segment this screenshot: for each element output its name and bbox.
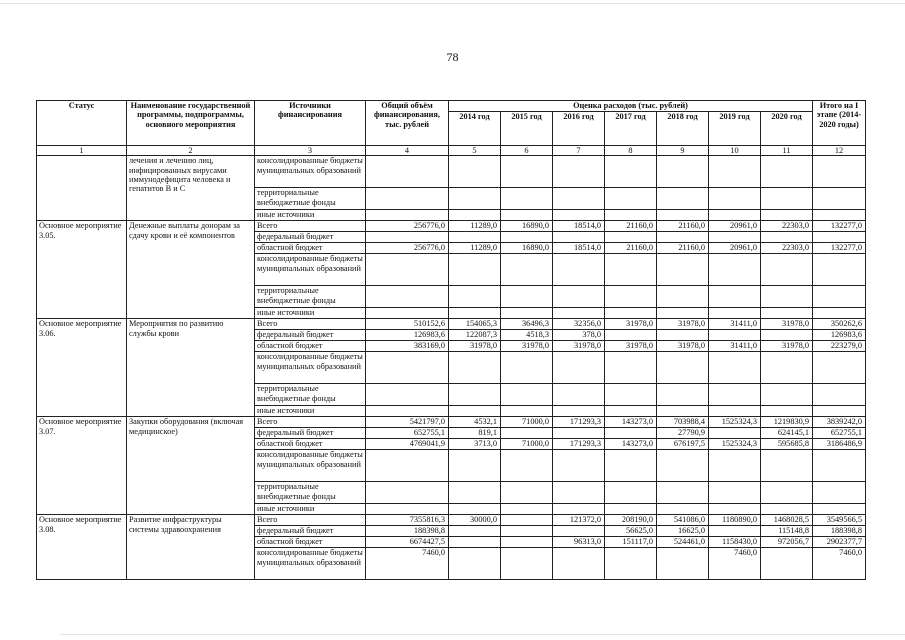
year-2018-cell: 31978,0 (657, 319, 709, 330)
result-cell: 350262,6 (813, 319, 866, 330)
year-2018-cell (657, 308, 709, 319)
total-cell (366, 406, 449, 417)
result-cell (813, 504, 866, 515)
year-2017-cell (605, 384, 657, 406)
result-cell (813, 188, 866, 210)
year-2017-cell (605, 352, 657, 384)
year-2020-cell: 972056,7 (761, 537, 813, 548)
column-number: 1 (37, 146, 127, 156)
year-2019-cell: 7460,0 (709, 548, 761, 580)
year-2020-cell: 22303,0 (761, 243, 813, 254)
funding-source-cell: федеральный бюджет (255, 330, 366, 341)
year-2020-cell (761, 330, 813, 341)
scan-border-top (0, 3, 905, 4)
column-number: 8 (605, 146, 657, 156)
year-2020-cell (761, 482, 813, 504)
year-2019-cell (709, 254, 761, 286)
result-cell: 188398,8 (813, 526, 866, 537)
result-cell: 132277,0 (813, 243, 866, 254)
status-cell: Основное мероприятие 3.06. (37, 319, 127, 417)
column-number: 6 (501, 146, 553, 156)
year-2016-cell (553, 504, 605, 515)
year-2017-cell (605, 482, 657, 504)
year-2019-cell (709, 286, 761, 308)
year-2017-cell (605, 210, 657, 221)
total-cell: 383169,0 (366, 341, 449, 352)
result-cell: 652755,1 (813, 428, 866, 439)
year-2018-cell (657, 450, 709, 482)
result-cell (813, 406, 866, 417)
year-2014-cell (449, 232, 501, 243)
year-2015-cell: 16890,0 (501, 243, 553, 254)
program-name-cell: лечения и лечению лиц, инфицированных вирусами иммунодефицита человека и гепатитов B и C (127, 156, 255, 221)
result-cell (813, 156, 866, 188)
table-row (37, 319, 866, 330)
total-cell (366, 188, 449, 210)
year-2015-cell (501, 537, 553, 548)
year-2019-cell: 31411,0 (709, 319, 761, 330)
result-cell: 126983,6 (813, 330, 866, 341)
year-2014-cell: 122087,3 (449, 330, 501, 341)
program-name-cell: Закупки оборудования (включая медицинское) (127, 417, 255, 515)
result-cell: 7460,0 (813, 548, 866, 580)
year-2019-cell (709, 156, 761, 188)
year-2016-cell: 18514,0 (553, 243, 605, 254)
year-2016-cell: 171293,3 (553, 417, 605, 428)
scan-border-bottom (60, 634, 905, 635)
year-2014-cell (449, 537, 501, 548)
year-2015-cell (501, 504, 553, 515)
year-2018-cell (657, 352, 709, 384)
year-2018-cell (657, 406, 709, 417)
header-year-2019: 2019 год (709, 112, 761, 146)
year-2015-cell: 31978,0 (501, 341, 553, 352)
year-2019-cell: 1180890,0 (709, 515, 761, 526)
year-2015-cell: 36496,3 (501, 319, 553, 330)
year-2015-cell (501, 406, 553, 417)
total-cell (366, 504, 449, 515)
funding-source-cell: иные источники (255, 308, 366, 319)
year-2019-cell (709, 232, 761, 243)
year-2020-cell (761, 504, 813, 515)
year-2015-cell (501, 188, 553, 210)
funding-source-cell: Всего (255, 319, 366, 330)
year-2016-cell (553, 450, 605, 482)
year-2017-cell: 21160,0 (605, 221, 657, 232)
column-number: 9 (657, 146, 709, 156)
year-2018-cell (657, 254, 709, 286)
result-cell (813, 308, 866, 319)
total-cell: 256776,0 (366, 243, 449, 254)
column-number: 2 (127, 146, 255, 156)
year-2017-cell (605, 286, 657, 308)
year-2019-cell: 20961,0 (709, 221, 761, 232)
funding-source-cell: иные источники (255, 504, 366, 515)
year-2017-cell (605, 308, 657, 319)
column-number: 5 (449, 146, 501, 156)
year-2020-cell (761, 406, 813, 417)
program-name-cell: Мероприятия по развитию службы крови (127, 319, 255, 417)
year-2015-cell (501, 156, 553, 188)
total-cell (366, 482, 449, 504)
year-2016-cell: 18514,0 (553, 221, 605, 232)
funding-source-cell: Всего (255, 221, 366, 232)
year-2018-cell (657, 482, 709, 504)
total-cell (366, 352, 449, 384)
funding-source-cell: областной бюджет (255, 439, 366, 450)
year-2018-cell (657, 286, 709, 308)
result-cell: 132277,0 (813, 221, 866, 232)
table-row (37, 417, 866, 428)
year-2018-cell (657, 210, 709, 221)
year-2014-cell (449, 286, 501, 308)
year-2018-cell: 541086,0 (657, 515, 709, 526)
year-2018-cell: 21160,0 (657, 221, 709, 232)
column-number: 11 (761, 146, 813, 156)
year-2017-cell: 31978,0 (605, 341, 657, 352)
funding-source-cell: областной бюджет (255, 537, 366, 548)
year-2018-cell: 524461,0 (657, 537, 709, 548)
year-2016-cell: 121372,0 (553, 515, 605, 526)
status-cell: Основное мероприятие 3.08. (37, 515, 127, 580)
year-2014-cell (449, 482, 501, 504)
year-2014-cell: 31978,0 (449, 341, 501, 352)
table-row (37, 515, 866, 526)
year-2020-cell: 1219830,9 (761, 417, 813, 428)
year-2014-cell: 154065,3 (449, 319, 501, 330)
year-2017-cell: 31978,0 (605, 319, 657, 330)
year-2020-cell: 595685,8 (761, 439, 813, 450)
total-cell: 7460,0 (366, 548, 449, 580)
funding-source-cell: консолидированные бюджеты муниципальных образований (255, 156, 366, 188)
year-2015-cell (501, 352, 553, 384)
year-2018-cell (657, 330, 709, 341)
year-2017-cell (605, 188, 657, 210)
total-cell: 652755,1 (366, 428, 449, 439)
year-2019-cell: 1158430,0 (709, 537, 761, 548)
year-2020-cell (761, 210, 813, 221)
year-2020-cell: 115148,8 (761, 526, 813, 537)
year-2014-cell: 30000,0 (449, 515, 501, 526)
year-2016-cell: 378,0 (553, 330, 605, 341)
header-year-2017: 2017 год (605, 112, 657, 146)
year-2017-cell (605, 330, 657, 341)
funding-source-cell: федеральный бюджет (255, 428, 366, 439)
year-2017-cell (605, 504, 657, 515)
year-2020-cell (761, 254, 813, 286)
column-number: 3 (255, 146, 366, 156)
year-2019-cell: 31411,0 (709, 341, 761, 352)
year-2017-cell (605, 232, 657, 243)
status-cell (37, 156, 127, 221)
year-2020-cell (761, 232, 813, 243)
header-estimate: Оценка расходов (тыс. рублей) (449, 101, 813, 112)
total-cell (366, 254, 449, 286)
year-2016-cell (553, 352, 605, 384)
year-2020-cell: 1468028,5 (761, 515, 813, 526)
year-2020-cell (761, 308, 813, 319)
year-2014-cell (449, 548, 501, 580)
year-2017-cell: 208190,0 (605, 515, 657, 526)
funding-source-cell: областной бюджет (255, 243, 366, 254)
year-2015-cell: 16890,0 (501, 221, 553, 232)
program-name-cell: Денежные выплаты донорам за сдачу крови и её компонентов (127, 221, 255, 319)
total-cell (366, 210, 449, 221)
result-cell: 2902377,7 (813, 537, 866, 548)
result-cell: 3839242,0 (813, 417, 866, 428)
total-cell: 7355816,3 (366, 515, 449, 526)
result-cell (813, 232, 866, 243)
year-2017-cell (605, 406, 657, 417)
funding-source-cell: территориальные внебюджетные фонды (255, 384, 366, 406)
result-cell: 3186486,9 (813, 439, 866, 450)
year-2019-cell (709, 406, 761, 417)
year-2016-cell (553, 210, 605, 221)
year-2015-cell (501, 482, 553, 504)
year-2017-cell: 143273,0 (605, 417, 657, 428)
total-cell (366, 156, 449, 188)
year-2019-cell (709, 330, 761, 341)
header-result: Итого на I этапе (2014-2020 годы) (813, 101, 866, 146)
year-2018-cell: 31978,0 (657, 341, 709, 352)
year-2019-cell (709, 308, 761, 319)
year-2020-cell (761, 188, 813, 210)
year-2019-cell (709, 188, 761, 210)
year-2016-cell (553, 286, 605, 308)
year-2018-cell (657, 548, 709, 580)
year-2014-cell (449, 210, 501, 221)
result-cell: 223279,0 (813, 341, 866, 352)
year-2019-cell (709, 384, 761, 406)
year-2018-cell (657, 156, 709, 188)
result-cell (813, 286, 866, 308)
year-2018-cell (657, 504, 709, 515)
table-row (37, 221, 866, 232)
year-2020-cell: 31978,0 (761, 341, 813, 352)
year-2016-cell (553, 428, 605, 439)
funding-source-cell: федеральный бюджет (255, 526, 366, 537)
header-status: Статус (37, 101, 127, 146)
column-number: 12 (813, 146, 866, 156)
year-2018-cell (657, 188, 709, 210)
year-2014-cell: 3713,0 (449, 439, 501, 450)
year-2016-cell (553, 156, 605, 188)
total-cell (366, 286, 449, 308)
result-cell (813, 482, 866, 504)
year-2014-cell (449, 450, 501, 482)
year-2015-cell (501, 428, 553, 439)
funding-source-cell: территориальные внебюджетные фонды (255, 188, 366, 210)
year-2016-cell (553, 548, 605, 580)
result-cell: 3549566,5 (813, 515, 866, 526)
year-2020-cell (761, 352, 813, 384)
year-2019-cell (709, 210, 761, 221)
result-cell (813, 352, 866, 384)
year-2019-cell (709, 526, 761, 537)
result-cell (813, 384, 866, 406)
header-year-2018: 2018 год (657, 112, 709, 146)
year-2014-cell (449, 384, 501, 406)
total-cell (366, 308, 449, 319)
funding-source-cell: территориальные внебюджетные фонды (255, 286, 366, 308)
year-2016-cell: 31978,0 (553, 341, 605, 352)
year-2014-cell (449, 504, 501, 515)
funding-source-cell: консолидированные бюджеты муниципальных образований (255, 352, 366, 384)
result-cell (813, 450, 866, 482)
year-2017-cell: 151117,0 (605, 537, 657, 548)
year-2014-cell (449, 156, 501, 188)
year-2019-cell (709, 428, 761, 439)
column-number-row (37, 146, 866, 156)
total-cell: 256776,0 (366, 221, 449, 232)
total-cell: 6674427,5 (366, 537, 449, 548)
year-2016-cell (553, 308, 605, 319)
year-2014-cell (449, 526, 501, 537)
year-2020-cell (761, 286, 813, 308)
year-2020-cell (761, 384, 813, 406)
year-2015-cell: 71000,0 (501, 439, 553, 450)
table-row (37, 156, 866, 188)
year-2019-cell (709, 450, 761, 482)
year-2019-cell: 1525324,3 (709, 417, 761, 428)
header-total: Общий объём финансирования, тыс. рублей (366, 101, 449, 146)
year-2017-cell: 56625,0 (605, 526, 657, 537)
funding-source-cell: областной бюджет (255, 341, 366, 352)
total-cell: 510152,6 (366, 319, 449, 330)
year-2019-cell (709, 352, 761, 384)
year-2015-cell (501, 254, 553, 286)
year-2015-cell (501, 232, 553, 243)
funding-source-cell: консолидированные бюджеты муниципальных образований (255, 450, 366, 482)
funding-source-cell: Всего (255, 515, 366, 526)
year-2016-cell (553, 482, 605, 504)
year-2020-cell: 31978,0 (761, 319, 813, 330)
year-2015-cell (501, 450, 553, 482)
funding-source-cell: федеральный бюджет (255, 232, 366, 243)
year-2017-cell (605, 428, 657, 439)
total-cell (366, 232, 449, 243)
year-2019-cell (709, 482, 761, 504)
year-2015-cell (501, 286, 553, 308)
year-2014-cell (449, 406, 501, 417)
header-name: Наименование государственной программы, подпрограммы, основного мероприятия (127, 101, 255, 146)
header-year-2014: 2014 год (449, 112, 501, 146)
column-number: 10 (709, 146, 761, 156)
year-2014-cell (449, 308, 501, 319)
year-2020-cell (761, 548, 813, 580)
year-2015-cell: 71000,0 (501, 417, 553, 428)
year-2015-cell (501, 548, 553, 580)
year-2015-cell (501, 308, 553, 319)
funding-source-cell: консолидированные бюджеты муниципальных образований (255, 548, 366, 580)
year-2018-cell: 27790,9 (657, 428, 709, 439)
funding-source-cell: Всего (255, 417, 366, 428)
year-2016-cell: 32356,0 (553, 319, 605, 330)
program-name-cell: Развитие инфраструктуры системы здравоохранения (127, 515, 255, 580)
year-2020-cell (761, 450, 813, 482)
total-cell: 5421797,0 (366, 417, 449, 428)
year-2014-cell (449, 254, 501, 286)
year-2018-cell (657, 384, 709, 406)
header-year-2016: 2016 год (553, 112, 605, 146)
page-number: 78 (446, 50, 459, 64)
year-2020-cell: 22303,0 (761, 221, 813, 232)
header-year-2020: 2020 год (761, 112, 813, 146)
year-2017-cell (605, 254, 657, 286)
result-cell (813, 210, 866, 221)
year-2014-cell (449, 188, 501, 210)
year-2015-cell (501, 384, 553, 406)
result-cell (813, 254, 866, 286)
year-2018-cell (657, 232, 709, 243)
year-2014-cell: 819,1 (449, 428, 501, 439)
year-2016-cell (553, 526, 605, 537)
total-cell (366, 450, 449, 482)
financing-table (36, 100, 866, 580)
header-sources: Источники финансирования (255, 101, 366, 146)
funding-source-cell: иные источники (255, 210, 366, 221)
total-cell: 4769041,9 (366, 439, 449, 450)
year-2017-cell (605, 156, 657, 188)
year-2015-cell (501, 526, 553, 537)
funding-source-cell: территориальные внебюджетные фонды (255, 482, 366, 504)
year-2019-cell: 1525324,3 (709, 439, 761, 450)
total-cell (366, 384, 449, 406)
year-2014-cell (449, 352, 501, 384)
year-2016-cell (553, 406, 605, 417)
year-2016-cell: 96313,0 (553, 537, 605, 548)
year-2018-cell: 21160,0 (657, 243, 709, 254)
funding-source-cell: иные источники (255, 406, 366, 417)
year-2017-cell: 21160,0 (605, 243, 657, 254)
year-2016-cell (553, 384, 605, 406)
year-2015-cell: 4518,3 (501, 330, 553, 341)
status-cell: Основное мероприятие 3.05. (37, 221, 127, 319)
year-2019-cell: 20961,0 (709, 243, 761, 254)
table-body (37, 156, 866, 580)
year-2016-cell (553, 254, 605, 286)
year-2015-cell (501, 515, 553, 526)
year-2014-cell: 11289,0 (449, 243, 501, 254)
total-cell: 188398,8 (366, 526, 449, 537)
year-2016-cell: 171293,3 (553, 439, 605, 450)
header-year-2015: 2015 год (501, 112, 553, 146)
year-2014-cell: 11289,0 (449, 221, 501, 232)
year-2016-cell (553, 232, 605, 243)
year-2017-cell: 143273,0 (605, 439, 657, 450)
funding-source-cell: консолидированные бюджеты муниципальных образований (255, 254, 366, 286)
column-number: 7 (553, 146, 605, 156)
year-2020-cell: 624145,1 (761, 428, 813, 439)
year-2020-cell (761, 156, 813, 188)
year-2018-cell: 16625,0 (657, 526, 709, 537)
column-number: 4 (366, 146, 449, 156)
year-2017-cell (605, 450, 657, 482)
status-cell: Основное мероприятие 3.07. (37, 417, 127, 515)
year-2018-cell: 703988,4 (657, 417, 709, 428)
year-2014-cell: 4532,1 (449, 417, 501, 428)
total-cell: 126983,6 (366, 330, 449, 341)
year-2016-cell (553, 188, 605, 210)
year-2018-cell: 676197,5 (657, 439, 709, 450)
year-2017-cell (605, 548, 657, 580)
year-2015-cell (501, 210, 553, 221)
year-2019-cell (709, 504, 761, 515)
